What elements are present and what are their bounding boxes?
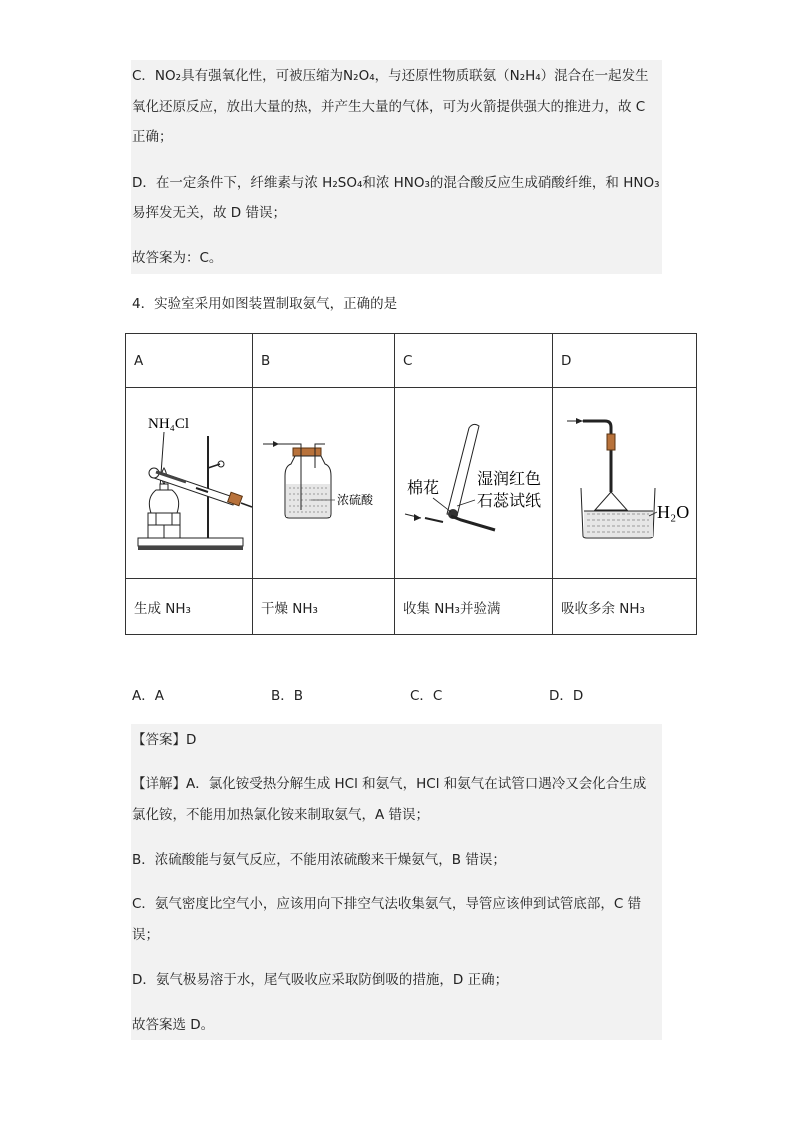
option-d-line1: D．在一定条件下，纤维素与浓 H₂SO₄和浓 HNO₃的混合酸反应生成硝酸纤维，和 HNO₃ [132, 175, 660, 191]
solution-b: B．浓硫酸能与氨气反应，不能用浓硫酸来干燥氨气，B 错误； [132, 852, 506, 868]
caption-a: 生成 NH₃ [126, 579, 253, 635]
caption-d: 吸收多余 NH₃ [553, 579, 697, 635]
col-header-a: A [126, 334, 253, 388]
solution-d: D．氨气极易溶于水，尾气吸收应采取防倒吸的措施，D 正确； [132, 972, 509, 988]
drying-bottle-figure [253, 388, 395, 578]
option-c-line2: 氧化还原反应，放出大量的热，并产生大量的气体，可为火箭提供强大的推进力，故 C [132, 99, 646, 115]
figure-d-cell [553, 388, 697, 579]
figure-a-reagent-label: NH₄Cl [148, 416, 190, 432]
solution-c-2: 误； [132, 927, 159, 943]
figure-c-paper-label-2: 石蕊试纸 [477, 493, 542, 510]
option-c-line1: C．NO₂具有强氧化性，可被压缩为N₂O₄，与还原性物质联氨（N₂H₄）混合在一起发生 [132, 68, 649, 84]
answer-options [132, 684, 672, 706]
caption-b: 干燥 NH₃ [253, 579, 395, 635]
figure-a-cell [126, 388, 253, 579]
heating-apparatus-figure [126, 388, 253, 578]
apparatus-table [125, 333, 697, 635]
figure-c-paper-label-1: 湿润红色 [477, 471, 542, 488]
collection-tube-figure [395, 388, 553, 578]
figure-b-cell [253, 388, 395, 579]
prev-answer: 故答案为：C。 [132, 250, 223, 266]
option-a[interactable]: A．A [132, 688, 164, 704]
figure-d-water-label: H₂O [657, 502, 690, 522]
solution-c-1: C．氨气密度比空气小，应该用向下排空气法收集氨气，导管应该伸到试管底部，C 错 [132, 896, 642, 912]
option-c-line3: 正确； [132, 129, 173, 145]
col-header-b: B [253, 334, 395, 388]
answer-shade-top [131, 60, 662, 274]
absorption-beaker-figure [553, 388, 697, 578]
caption-c: 收集 NH₃并验满 [395, 579, 553, 635]
question-stem: 4．实验室采用如图装置制取氨气，正确的是 [132, 296, 398, 312]
figure-c-cell [395, 388, 553, 579]
figure-b-reagent-label: 浓硫酸 [337, 493, 374, 507]
solution-detail-1: 【详解】A．氯化铵受热分解生成 HCl 和氨气，HCl 和氨气在试管口遇冷又会化合生成 [132, 776, 647, 792]
col-header-c: C [395, 334, 553, 388]
solution-detail-2: 氯化铵，不能用加热氯化铵来制取氨气，A 错误； [132, 807, 430, 823]
option-b[interactable]: B．B [271, 688, 304, 704]
figure-c-cotton-label: 棉花 [407, 480, 440, 497]
answer-shade-solution [131, 724, 662, 1040]
option-d[interactable]: D．D [549, 688, 584, 704]
option-d-line2: 易挥发无关，故 D 错误； [132, 205, 286, 221]
solution-final: 故答案选 D。 [132, 1017, 215, 1033]
option-c[interactable]: C．C [410, 688, 443, 704]
solution-answer: 【答案】D [132, 732, 197, 748]
col-header-d: D [553, 334, 697, 388]
